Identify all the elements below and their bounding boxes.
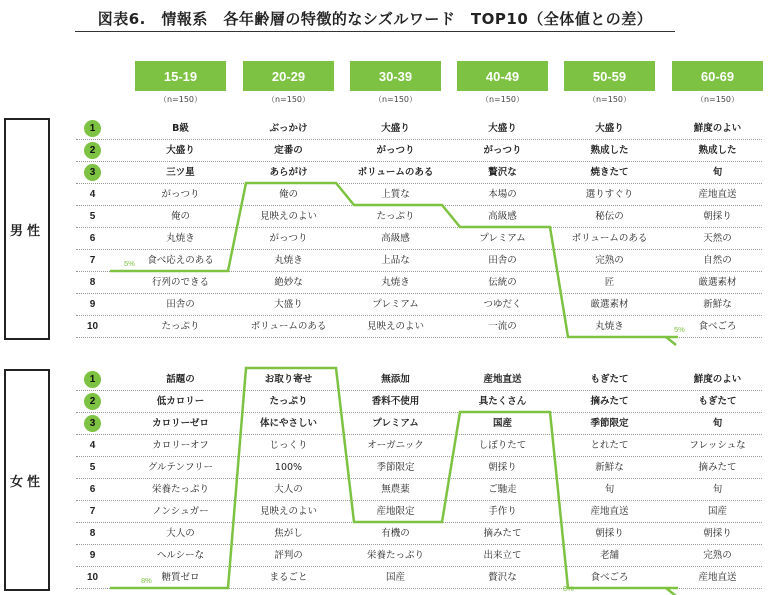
word-cell: 厳選素材 [590, 299, 629, 310]
word-cell: たっぷり [376, 211, 415, 222]
threshold-marker-start: 5% [124, 259, 135, 268]
rank-badge: 2 [84, 142, 101, 159]
word-cell: じっくり [269, 440, 308, 451]
word-cell: まるごと [269, 572, 308, 583]
word-cell: 丸焼き [166, 233, 195, 244]
word-cell: 完熟の [703, 550, 732, 561]
word-cell: 100% [274, 462, 303, 473]
word-cell: 産地限定 [376, 506, 415, 517]
word-cell: オーガニック [367, 440, 424, 451]
word-cell: 本場の [488, 189, 517, 200]
rank-badge: 6 [89, 484, 96, 495]
rank-badge: 8 [89, 277, 96, 288]
word-cell: ノンシュガー [152, 506, 209, 517]
word-cell: ぶっかけ [269, 123, 308, 134]
word-cell: 見映えのよい [259, 211, 317, 222]
word-cell: 秘伝の [595, 211, 624, 222]
word-cell: 具たくさん [478, 396, 527, 407]
word-cell: 熟成した [590, 145, 629, 156]
word-cell: 伝統の [488, 277, 517, 288]
rank-badge: 10 [86, 572, 99, 583]
age-header-20-29: 20-29 [243, 61, 334, 91]
word-cell: 贅沢な [488, 572, 517, 583]
word-cell: B級 [172, 123, 189, 134]
word-cell: 大盛り [274, 299, 303, 310]
sample-size-label: （n=150） [158, 95, 203, 104]
word-cell: 完熟の [595, 255, 624, 266]
age-header-30-39: 30-39 [350, 61, 441, 91]
word-cell: 朝採り [703, 528, 732, 539]
word-cell: 新鮮な [703, 299, 732, 310]
word-cell: しぼりたて [478, 440, 527, 451]
word-cell: 三ツ星 [166, 167, 195, 178]
word-cell: 贅沢な [488, 167, 517, 178]
word-cell: 国産 [385, 572, 405, 583]
sample-size-label: （n=150） [480, 95, 525, 104]
rank-badge: 9 [89, 550, 96, 561]
word-cell: がっつり [161, 189, 200, 200]
word-cell: 俺の [278, 189, 298, 200]
word-cell: 出来立て [483, 550, 522, 561]
word-cell: 老舗 [599, 550, 619, 561]
word-cell: 朝採り [703, 211, 732, 222]
word-cell: 有機の [381, 528, 410, 539]
word-cell: ボリュームのある [250, 321, 327, 332]
word-cell: 絶妙な [274, 277, 303, 288]
word-cell: 旬 [712, 484, 723, 495]
word-cell: 大人の [166, 528, 195, 539]
word-cell: 朝採り [488, 462, 517, 473]
word-cell: 評判の [274, 550, 303, 561]
word-cell: プレミアム [479, 233, 526, 244]
word-cell: お取り寄せ [264, 374, 313, 385]
word-cell: 丸焼き [381, 277, 410, 288]
word-cell: 季節限定 [376, 462, 415, 473]
word-cell: 栄養たっぷり [366, 550, 424, 561]
word-cell: がっつり [483, 145, 522, 156]
word-cell: 自然の [703, 255, 732, 266]
word-cell: 産地直送 [483, 374, 522, 385]
word-cell: 旬 [712, 167, 723, 178]
word-cell: 田舎の [166, 299, 195, 310]
age-header-15-19: 15-19 [135, 61, 226, 91]
word-cell: 一流の [488, 321, 517, 332]
word-cell: 産地直送 [698, 189, 737, 200]
word-cell: 上品な [381, 255, 410, 266]
word-cell: 食べごろ [698, 321, 737, 332]
word-cell: 産地直送 [698, 572, 737, 583]
word-cell: 田舎の [488, 255, 517, 266]
word-cell: 大盛り [166, 145, 195, 156]
word-cell: 丸焼き [274, 255, 303, 266]
word-cell: 行列のできる [151, 277, 209, 288]
word-cell: 鮮度のよい [693, 374, 742, 385]
rank-badge: 5 [89, 211, 96, 222]
word-cell: フレッシュな [689, 440, 746, 451]
word-cell: つゆだく [483, 299, 522, 310]
sample-size-label: （n=150） [695, 95, 740, 104]
rank-badge: 6 [89, 233, 96, 244]
word-cell: 高級感 [381, 233, 410, 244]
word-cell: ボリュームのある [571, 233, 648, 244]
section-label-female: 女性 [4, 369, 50, 591]
word-cell: 無添加 [381, 374, 410, 385]
word-cell: あらがけ [269, 167, 308, 178]
word-cell: ご馳走 [488, 484, 517, 495]
word-cell: 見映えのよい [259, 506, 317, 517]
word-cell: 大盛り [488, 123, 517, 134]
word-cell: がっつり [269, 233, 308, 244]
word-cell: ヘルシーな [156, 550, 205, 561]
word-cell: 国産 [707, 506, 727, 517]
word-cell: たっぷり [269, 396, 308, 407]
rank-badge: 2 [84, 393, 101, 410]
word-cell: とれたて [590, 440, 629, 451]
word-cell: 鮮度のよい [693, 123, 742, 134]
age-header-60-69: 60-69 [672, 61, 763, 91]
word-cell: 無農薬 [381, 484, 410, 495]
word-cell: 大人の [274, 484, 303, 495]
word-cell: カロリーオフ [152, 440, 209, 451]
word-cell: たっぷり [161, 321, 200, 332]
word-cell: 見映えのよい [366, 321, 424, 332]
word-cell: 俺の [170, 211, 190, 222]
word-cell: 天然の [703, 233, 732, 244]
word-cell: 上質な [381, 189, 410, 200]
rank-badge: 8 [89, 528, 96, 539]
word-cell: 定番の [274, 145, 303, 156]
threshold-marker-start: 8% [141, 576, 152, 585]
sample-size-label: （n=150） [373, 95, 418, 104]
word-cell: もぎたて [698, 396, 737, 407]
word-cell: 新鮮な [595, 462, 624, 473]
word-cell: 大盛り [595, 123, 624, 134]
word-cell: 朝採り [595, 528, 624, 539]
section-label-male: 男性 [4, 118, 50, 340]
word-cell: 焼きたて [590, 167, 629, 178]
word-cell: グルテンフリー [147, 462, 214, 473]
word-cell: 厳選素材 [698, 277, 737, 288]
title-underline [75, 31, 675, 32]
threshold-marker-end: 5% [674, 325, 685, 334]
age-header-40-49: 40-49 [457, 61, 548, 91]
word-cell: 熟成した [698, 145, 737, 156]
rank-badge: 3 [84, 415, 101, 432]
word-cell: 糖質ゼロ [161, 572, 200, 583]
word-cell: プレミアム [372, 418, 419, 429]
rank-badge: 7 [89, 506, 96, 517]
sample-size-label: （n=150） [266, 95, 311, 104]
word-cell: 旬 [712, 418, 723, 429]
page-title: 図表6. 情報系 各年齢層の特徴的なシズルワード TOP10（全体値との差） [97, 10, 653, 28]
word-cell: もぎたて [590, 374, 629, 385]
word-cell: 香料不使用 [371, 396, 420, 407]
rank-badge: 1 [84, 120, 101, 137]
word-cell: 話題の [166, 374, 195, 385]
word-cell: 大盛り [381, 123, 410, 134]
rank-badge: 4 [89, 189, 96, 200]
rank-badge: 9 [89, 299, 96, 310]
word-cell: ボリュームのある [357, 167, 434, 178]
rank-badge: 4 [89, 440, 96, 451]
threshold-marker-end: 8% [563, 584, 574, 593]
word-cell: 丸焼き [595, 321, 624, 332]
rank-badge: 1 [84, 371, 101, 388]
age-header-50-59: 50-59 [564, 61, 655, 91]
word-cell: 食べごろ [590, 572, 629, 583]
word-cell: 選りすぐり [585, 189, 634, 200]
word-cell: 摘みたて [483, 528, 522, 539]
word-cell: 摘みたて [590, 396, 629, 407]
sample-size-label: （n=150） [587, 95, 632, 104]
word-cell: プレミアム [372, 299, 419, 310]
word-cell: 手作り [488, 506, 517, 517]
word-cell: 低カロリー [156, 396, 205, 407]
word-cell: 旬 [604, 484, 615, 495]
word-cell: 食べ応えのある [147, 255, 214, 266]
word-cell: 産地直送 [590, 506, 629, 517]
rank-badge: 3 [84, 164, 101, 181]
word-cell: 国産 [492, 418, 512, 429]
word-cell: がっつり [376, 145, 415, 156]
word-cell: カロリーゼロ [152, 418, 209, 429]
rank-badge: 5 [89, 462, 96, 473]
word-cell: 高級感 [488, 211, 517, 222]
word-cell: 匠 [604, 277, 615, 288]
rank-badge: 10 [86, 321, 99, 332]
word-cell: 栄養たっぷり [151, 484, 209, 495]
word-cell: 焦がし [274, 528, 303, 539]
word-cell: 体にやさしい [259, 418, 317, 429]
rank-badge: 7 [89, 255, 96, 266]
word-cell: 摘みたて [698, 462, 737, 473]
word-cell: 季節限定 [590, 418, 629, 429]
